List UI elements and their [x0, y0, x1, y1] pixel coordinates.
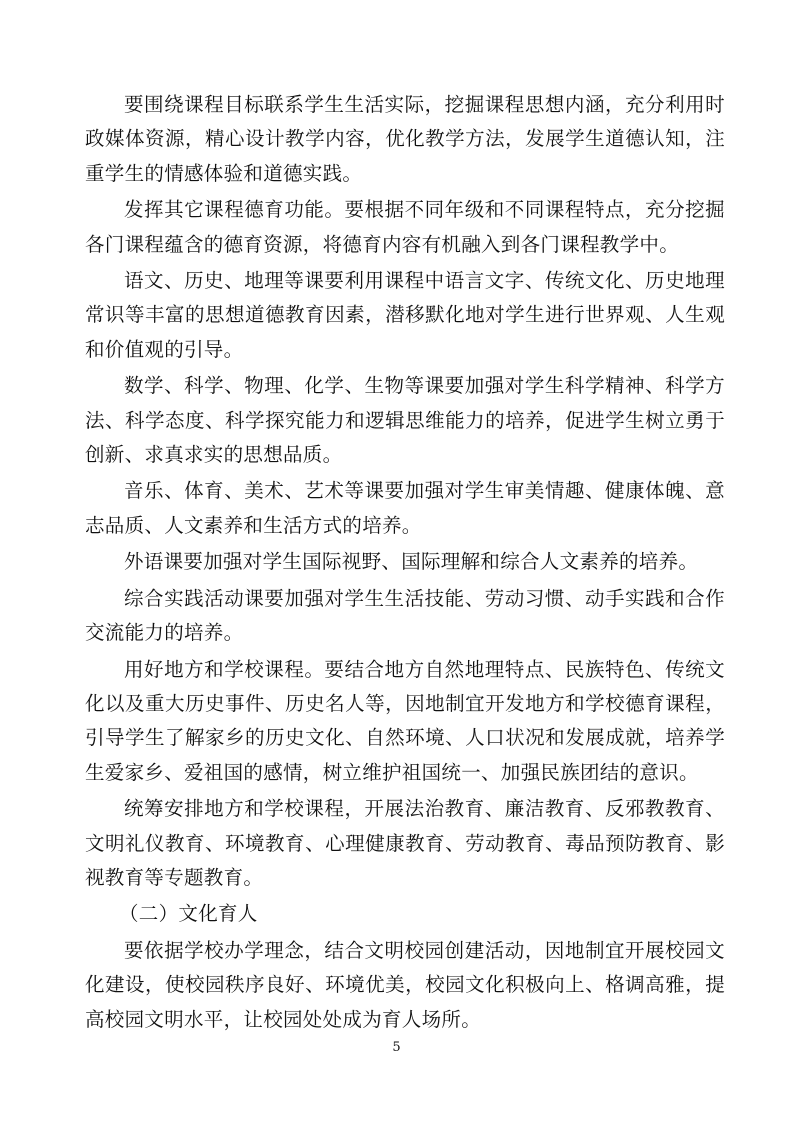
body-paragraph: 要围绕课程目标联系学生生活实际，挖掘课程思想内涵，充分利用时政媒体资源，精心设计教学内容，优化教学方法，发展学生道德认知，注重学生的情感体验和道德实践。	[85, 93, 725, 185]
body-paragraph: 数学、科学、物理、化学、生物等课要加强对学生科学精神、科学方法、科学态度、科学探究能力和逻辑思维能力的培养，促进学生树立勇于创新、求真求实的思想品质。	[85, 374, 725, 467]
body-paragraph: 统筹安排地方和学校课程，开展法治教育、廉洁教育、反邪教教育、文明礼仪教育、环境教育、心理健康教育、劳动教育、毒品预防教育、影视教育等专题教育。	[85, 797, 725, 889]
body-paragraph: 要依据学校办学理念，结合文明校园创建活动，因地制宜开展校园文化建设，使校园秩序良好、环境优美，校园文化积极向上、格调高雅，提高校园文明水平，让校园处处成为育人场所。	[85, 938, 725, 1031]
body-paragraph: 综合实践活动课要加强对学生生活技能、劳动习惯、动手实践和合作交流能力的培养。	[85, 586, 725, 645]
body-paragraph: 语文、历史、地理等课要利用课程中语言文字、传统文化、历史地理常识等丰富的思想道德教育因素，潜移默化地对学生进行世界观、人生观和价值观的引导。	[85, 269, 725, 361]
body-paragraph: 发挥其它课程德育功能。要根据不同年级和不同课程特点，充分挖掘各门课程蕴含的德育资源，将德育内容有机融入到各门课程教学中。	[85, 198, 725, 256]
body-paragraph: 用好地方和学校课程。要结合地方自然地理特点、民族特色、传统文化以及重大历史事件、历史名人等，因地制宜开发地方和学校德育课程，引导学生了解家乡的历史文化、自然环境、人口状况和发展成就，培养学生爱家乡、爱祖国的感情，树立维护祖国统一、加强民族团结的意识。	[85, 657, 725, 784]
body-paragraph: 音乐、体育、美术、艺术等课要加强对学生审美情趣、健康体魄、意志品质、人文素养和生活方式的培养。	[85, 479, 725, 537]
section-heading: （二）文化育人	[119, 902, 258, 926]
body-paragraph: 外语课要加强对学生国际视野、国际理解和综合人文素养的培养。	[124, 550, 699, 574]
page-content	[85, 88, 725, 1039]
page-number: 5	[392, 1040, 401, 1055]
